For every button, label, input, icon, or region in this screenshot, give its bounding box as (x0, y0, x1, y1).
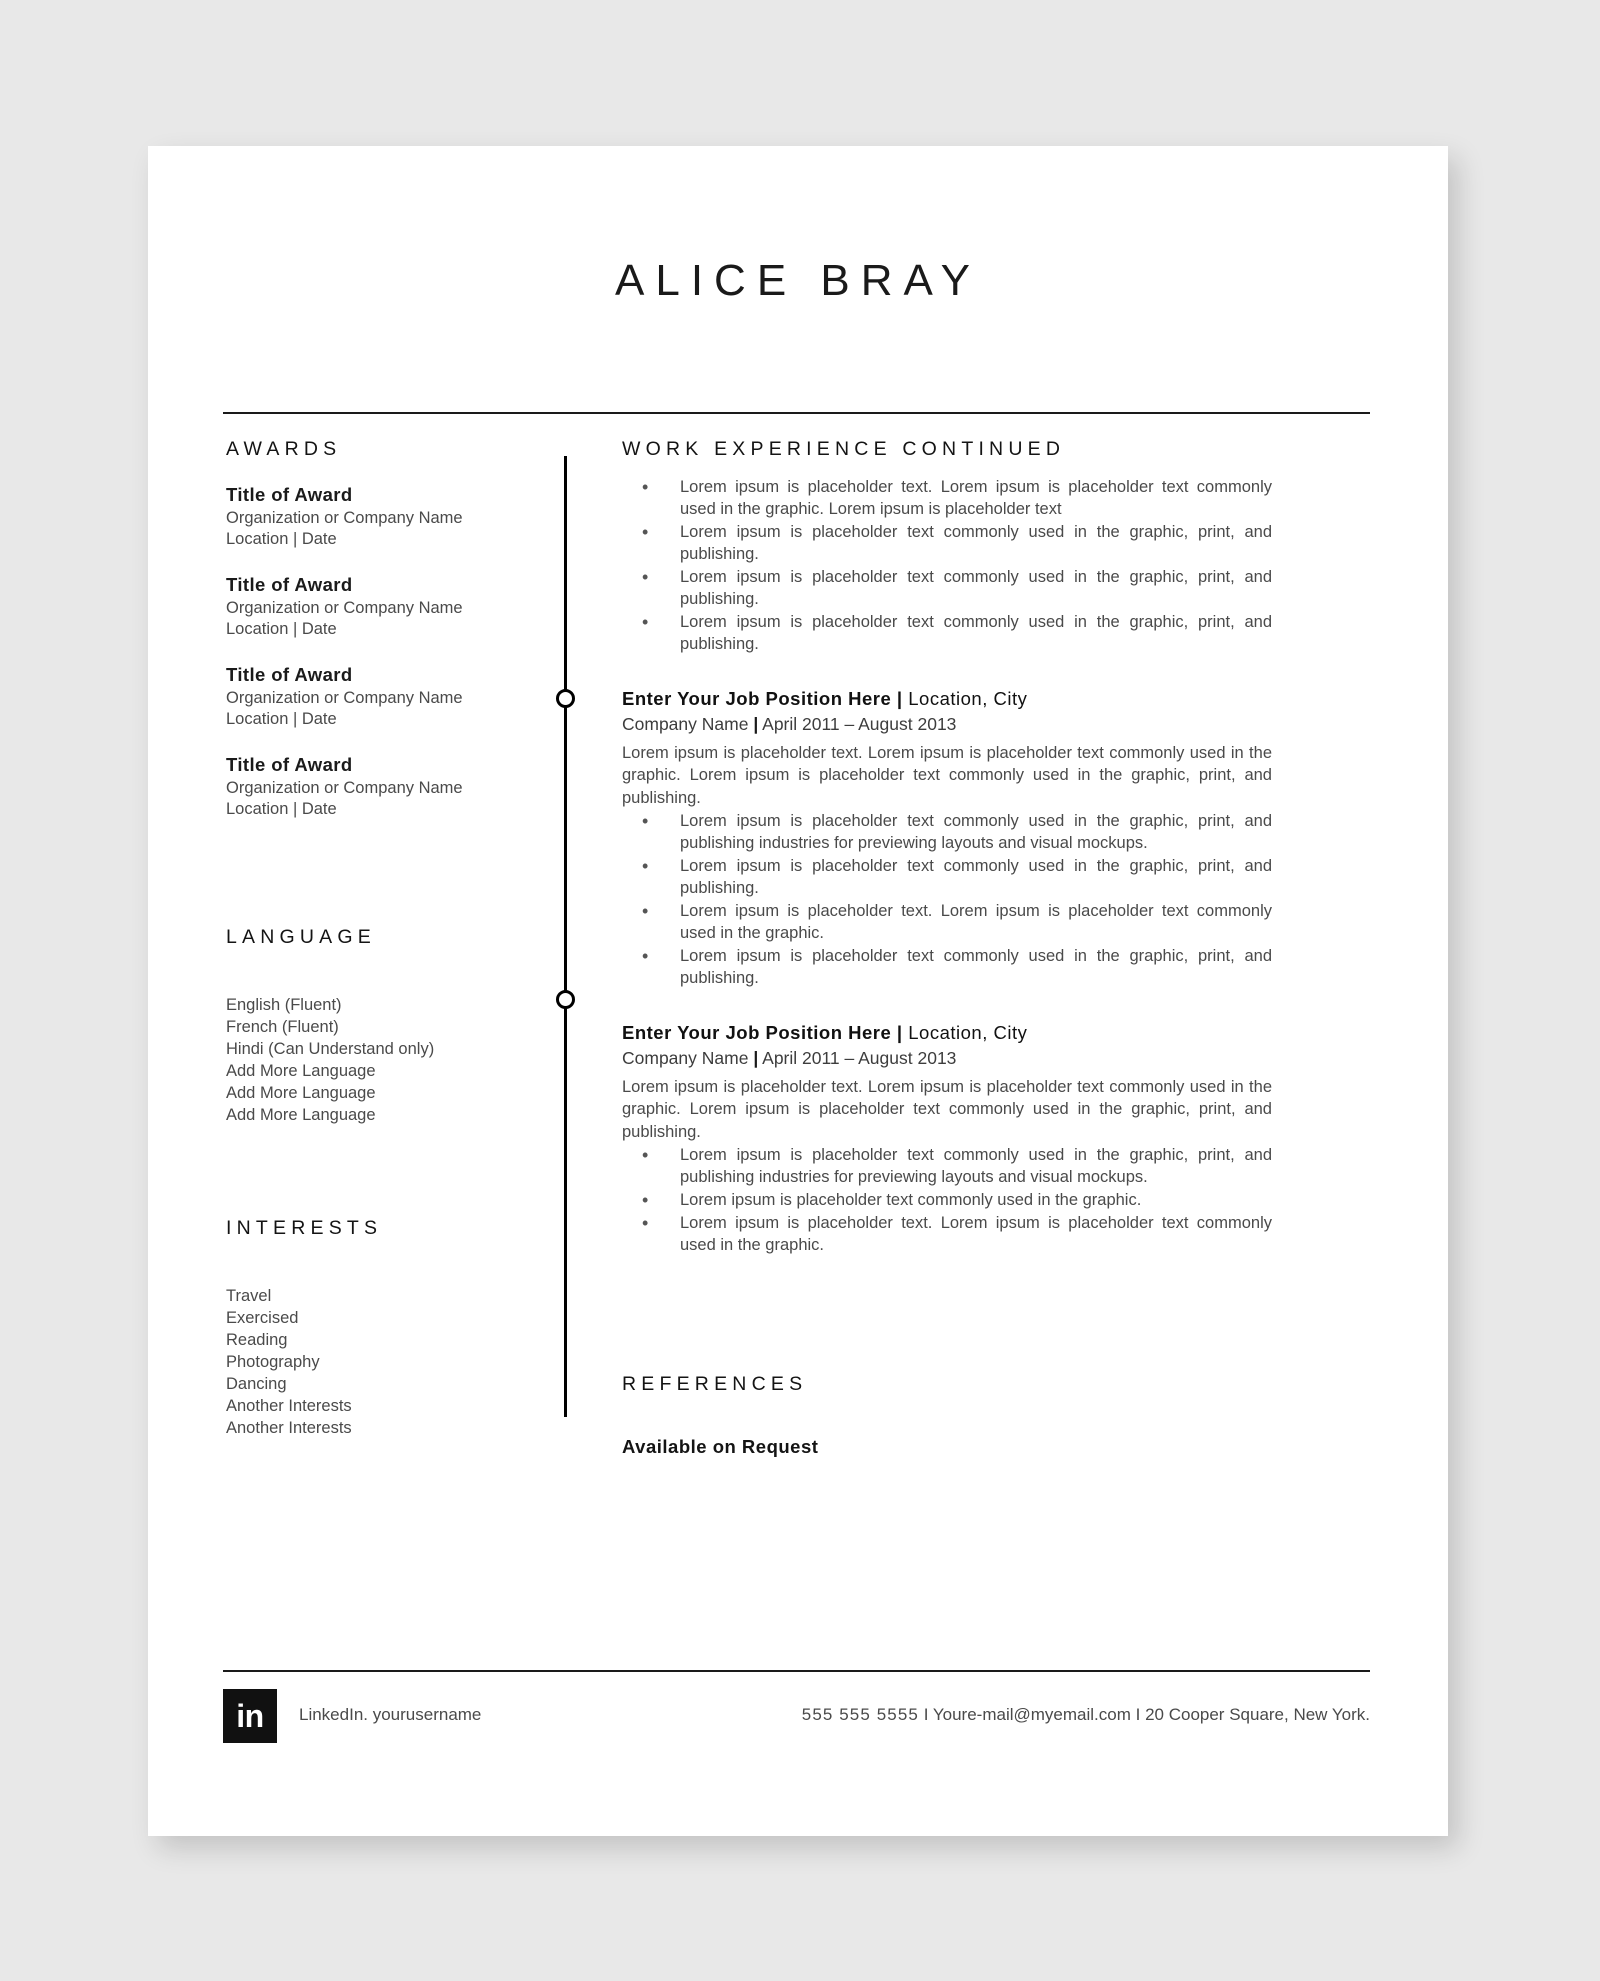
job-location: Location, City (908, 687, 1028, 709)
awards-section (226, 438, 516, 820)
work-experience-heading: WORK EXPERIENCE CONTINUED (622, 438, 1066, 460)
list-item: French (Fluent) (226, 1018, 339, 1037)
award-item (226, 663, 516, 731)
header-divider-rule (223, 412, 1370, 414)
list-item: Add More Language (226, 1062, 376, 1081)
job-title-separator: | (896, 1021, 903, 1043)
job-description: Lorem ipsum is placeholder text. Lorem ipsum is placeholder text commonly used in the graphic. Lorem ipsum is placeholder text commonly used in the graphic, print, and publishing. (622, 743, 1272, 807)
timeline-marker-icon (556, 689, 575, 708)
page-title: ALICE BRAY (615, 256, 981, 305)
list-item: • Lorem ipsum is placeholder text commonly used in the graphic, print, and publishing. (622, 856, 1272, 900)
main-content (622, 438, 1272, 1458)
list-item: English (Fluent) (226, 996, 342, 1015)
job-entry (622, 686, 1272, 990)
spacer (226, 971, 516, 995)
interests-heading: INTERESTS (226, 1217, 383, 1239)
award-organization: Organization or Company Name (226, 598, 463, 617)
language-section (226, 926, 516, 1127)
list-item: Travel (226, 1287, 272, 1305)
job-position: Enter Your Job Position Here (622, 687, 892, 709)
award-title: Title of Award (226, 663, 353, 685)
footer-divider-rule (223, 1670, 1370, 1672)
list-item: Reading (226, 1330, 288, 1349)
document-page-wrapper (148, 146, 1448, 1836)
job-title-line (622, 1020, 1272, 1046)
list-item: • Lorem ipsum is placeholder text commonly used in the graphic, print, and publishing industries for previewing layouts and visual mockups. (622, 1145, 1272, 1189)
award-title: Title of Award (226, 484, 353, 505)
job-dates: April 2011 – August 2013 (762, 714, 957, 735)
phone-number[interactable]: 555 555 5555 (801, 1705, 919, 1724)
work-experience-intro-bullets (622, 477, 1272, 656)
sidebar (226, 438, 516, 1440)
job-meta-separator: | (753, 714, 759, 735)
list-item: Hindi (Can Understand only) (226, 1040, 435, 1059)
job-title-line (622, 686, 1272, 712)
list-item: • Lorem ipsum is placeholder text commonly used in the graphic, print, and publishing. (622, 946, 1272, 990)
spacer (226, 842, 516, 926)
linkedin-handle[interactable]: LinkedIn. yourusername (299, 1705, 482, 1724)
list-item: • Lorem ipsum is placeholder text commonly used in the graphic. (622, 1190, 1272, 1212)
interests-list (226, 1286, 516, 1440)
list-item: Exercised (226, 1308, 299, 1327)
contact-details (802, 1705, 1370, 1725)
content-columns (148, 438, 1448, 1628)
job-company: Company Name (622, 714, 749, 735)
language-heading: LANGUAGE (226, 926, 376, 949)
award-organization: Organization or Company Name (226, 778, 463, 797)
list-item: Dancing (226, 1374, 287, 1393)
job-bullets (622, 811, 1272, 990)
list-item: Another Interests (226, 1396, 352, 1415)
job-meta-line (622, 712, 1272, 737)
list-item: • Lorem ipsum is placeholder text. Lorem ipsum is placeholder text commonly used in the graphic. (622, 901, 1272, 945)
job-dates: April 2011 – August 2013 (762, 1048, 957, 1069)
contact-separator: I (1135, 1705, 1141, 1724)
job-entry (622, 1020, 1272, 1257)
email-address[interactable]: Youre-mail@myemail.com (932, 1705, 1131, 1724)
list-item: Another Interests (226, 1418, 352, 1437)
job-meta-separator: | (753, 1048, 759, 1069)
references-heading: REFERENCES (622, 1372, 808, 1395)
award-title: Title of Award (226, 573, 353, 595)
list-item: • Lorem ipsum is placeholder text. Lorem ipsum is placeholder text commonly used in the graphic. (622, 1213, 1272, 1257)
list-item: Photography (226, 1352, 320, 1371)
award-item (226, 483, 516, 551)
list-item: • Lorem ipsum is placeholder text commonly used in the graphic, print, and publishing. (622, 612, 1272, 656)
resume-page (148, 146, 1448, 1836)
language-list (226, 995, 516, 1127)
list-item: Add More Language (226, 1084, 376, 1103)
job-bullets (622, 1145, 1272, 1257)
footer (223, 1685, 1370, 1755)
job-meta-line (622, 1046, 1272, 1071)
award-title: Title of Award (226, 753, 353, 775)
job-title-separator: | (896, 687, 903, 709)
award-location-date: Location | Date (226, 530, 337, 549)
references-section (622, 1373, 1272, 1458)
linkedin-icon[interactable]: in (223, 1689, 277, 1743)
contact-separator: I (923, 1705, 929, 1724)
list-item: • Lorem ipsum is placeholder text commonly used in the graphic, print, and publishing. (622, 522, 1272, 566)
list-item: • Lorem ipsum is placeholder text commonly used in the graphic, print, and publishing. (622, 567, 1272, 611)
list-item: • Lorem ipsum is placeholder text. Lorem ipsum is placeholder text commonly used in the graphic. Lorem ipsum is placeholder text (622, 477, 1272, 521)
job-position: Enter Your Job Position Here (622, 1021, 892, 1043)
spacer (226, 1262, 516, 1286)
job-location: Location, City (908, 1021, 1028, 1043)
award-organization: Organization or Company Name (226, 508, 463, 527)
timeline-divider (556, 456, 576, 1417)
interests-section (226, 1217, 516, 1440)
list-item: Add More Language (226, 1106, 376, 1125)
award-location-date: Location | Date (226, 799, 337, 818)
list-item: • Lorem ipsum is placeholder text commonly used in the graphic, print, and publishing industries for previewing layouts and visual mockups. (622, 811, 1272, 855)
references-availability: Available on Request (622, 1435, 819, 1457)
timeline-marker-icon (556, 990, 575, 1009)
postal-address: 20 Cooper Square, New York. (1145, 1705, 1370, 1724)
award-location-date: Location | Date (226, 710, 337, 729)
award-item (226, 573, 516, 641)
timeline-line (564, 456, 567, 1417)
awards-heading: AWARDS (226, 438, 342, 460)
award-location-date: Location | Date (226, 620, 337, 639)
spacer (226, 1127, 516, 1217)
job-description: Lorem ipsum is placeholder text. Lorem ipsum is placeholder text commonly used in the graphic. Lorem ipsum is placeholder text commonly used in the graphic, print, and publishing. (622, 1077, 1272, 1141)
award-item (226, 753, 516, 821)
job-company: Company Name (622, 1048, 749, 1069)
award-organization: Organization or Company Name (226, 688, 463, 707)
